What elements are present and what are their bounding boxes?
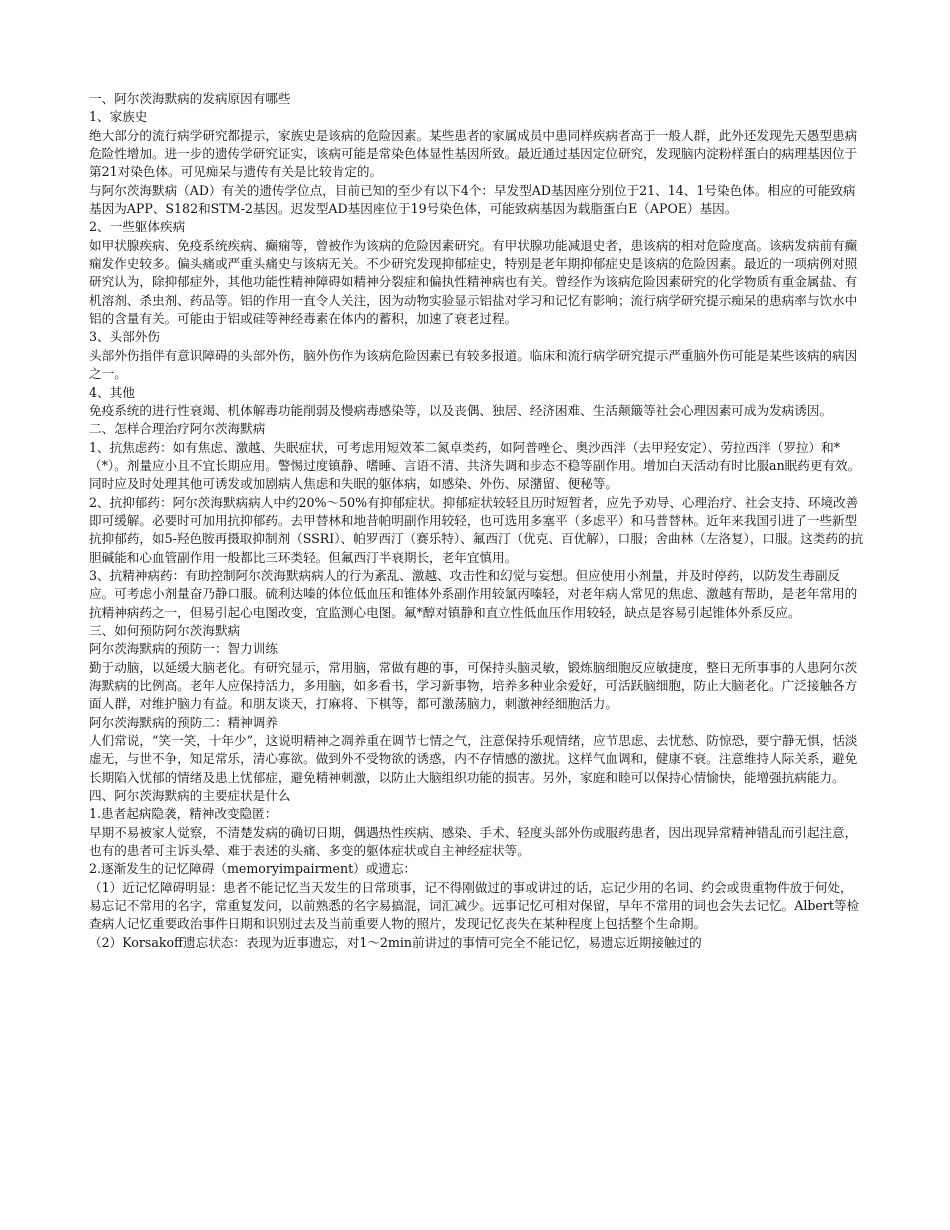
subheading-prevention-one: 阿尔茨海默病的预防一：智力训练: [89, 641, 278, 657]
paragraph: 人们常说，“笑一笑，十年少”，这说明精神之凋养重在调节七情之气，注意保持乐观情绪，应节思虑、去忧愁、防惊恐，要宁静无惧，恬淡虚无，与世不争，知足常乐，清心寡欲。做到外不受物欲的诱惑，内不存情感的激扰。这样气血调和，健康不衰。注意维持人际关系，避免长期陷入忧郁的情绪及患上忧郁症，避免精神刺激，以防止大脑组织功能的损害。另外，家庭和睦可以保持心情愉快，能增强抗病能力。: [89, 733, 858, 785]
heading-treatment: 二、怎样合理治疗阿尔茨海默病: [89, 421, 266, 437]
paragraph: （2）Korsakoff遗忘状态：表现为近事遗忘，对1～2min前讲过的事情可完全不能记忆，易遗忘近期接触过的: [89, 934, 702, 950]
paragraph: 与阿尔茨海默病（AD）有关的遗传学位点，目前已知的至少有以下4个：早发型AD基因座分别位于21、14、1号染色体。相应的可能致病基因为APP、S182和STM-2基因。迟发型AD基因座位于19号染色体，可能致病基因为载脂蛋白E（APOE）基因。: [89, 182, 856, 217]
paragraph-anxiolytics: 1、抗焦虑药：如有焦虑、激越、失眠症状，可考虑用短效苯二氮卓类药，如阿普唑仑、奥沙西泮（去甲羟安定）、劳拉西泮（罗拉）和*（*）。剂量应小且不宜长期应用。警惕过度镇静、嗜睡、言语不清、共济失调和步态不稳等副作用。增加白天活动有时比服an眠药更有效。同时应及时处理其他可诱发或加剧病人焦虑和失眠的躯体病，如感染、外伤、尿潴留、便秘等。: [89, 439, 861, 492]
heading-causes: 一、阿尔茨海默病的发病原因有哪些: [89, 91, 291, 106]
paragraph-antipsychotics: 3、抗精神病药：有助控制阿尔茨海默病病人的行为紊乱、激越、攻击性和幻觉与妄想。但应使用小剂量，并及时停药，以防发生毒副反应。可考虑小剂量奋乃静口服。硫利达嗪的体位低血压和锥体外系副作用较氯丙嗪轻，对老年病人常见的焦虑、激越有帮助，是老年常用的抗精神病药之一，但易引起心电图改变，宜监测心电图。氟*醇对镇静和直立性低血压作用较轻，缺点是容易引起锥体外系反应。: [89, 567, 858, 620]
paragraph: 绝大部分的流行病学研究都提示，家族史是该病的危险因素。某些患者的家属成员中患同样疾病者高于一般人群，此外还发现先天愚型患病危险性增加。进一步的遗传学研究证实，该病可能是常染色体显性基因所致。最近通过基因定位研究，发现脑内淀粉样蛋白的病理基因位于第21对染色体。可见痴呆与遗传有关是比较肯定的。: [89, 127, 858, 180]
heading-prevention: 三、如何预防阿尔茨海默病: [89, 622, 241, 638]
paragraph: 头部外伤指伴有意识障碍的头部外伤，脑外伤作为该病危险因素已有较多报道。临床和流行病学研究提示严重脑外伤可能是某些该病的病因之一。: [89, 347, 858, 382]
paragraph-antidepressants: 2、抗抑郁药：阿尔茨海默病病人中约20%～50%有抑郁症状。抑郁症状较轻且历时短暂者，应先予劝导、心理治疗、社会支持、环境改善即可缓解。必要时可加用抗抑郁药。去甲替林和地昔帕明副作用较轻，也可选用多塞平（多虑平）和马普替林。近年来我国引进了一些新型抗抑郁药，如5-羟色胺再摄取抑制剂（SSRI）、帕罗西汀（赛乐特）、氟西汀（优克、百优解），口服；舍曲林（左洛复），口服。这类药的抗胆碱能和心血管副作用一般都比三环类轻。但氟西汀半衰期长，老年宜慎用。: [89, 494, 864, 565]
subheading-onset: 1.患者起病隐袭，精神改变隐匿：: [89, 806, 278, 822]
paragraph: 勤于动脑，以延缓大脑老化。有研究显示，常用脑，常做有趣的事，可保持头脑灵敏，锻炼脑细胞反应敏捷度，整日无所事事的人患阿尔茨海默病的比例高。老年人应保持活力，多用脑，如多看书，学习新事物，培养多种业余爱好，可活跃脑细胞，防止大脑老化。广泛接触各方面人群，对维护脑力有益。和朋友谈天，打麻将、下棋等，都可激荡脑力，刺激神经细胞活力。: [89, 659, 858, 712]
document-body: [89, 90, 864, 952]
subheading-family-history: 1、家族史: [89, 109, 148, 125]
paragraph: 免疫系统的进行性衰竭、机体解毒功能削弱及慢病毒感染等，以及丧偶、独居、经济困难、生活颠簸等社会心理因素可成为发病诱因。: [89, 402, 833, 418]
paragraph: 如甲状腺疾病、免疫系统疾病、癫痫等，曾被作为该病的危险因素研究。有甲状腺功能减退史者，患该病的相对危险度高。该病发病前有癫痫发作史较多。偏头痛或严重头痛史与该病无关。不少研究发现抑郁症史，特别是老年期抑郁症史是该病的危险因素。最近的一项病例对照研究认为，除抑郁症外，其他功能性精神障碍如精神分裂症和偏执性精神病也有关。曾经作为该病危险因素研究的化学物质有重金属盐、有机溶剂、杀虫剂、药品等。铝的作用一直令人关注，因为动物实验显示铝盐对学习和记忆有影响；流行病学研究提示痴呆的患病率与饮水中铝的含量有关。可能由于铝或硅等神经毒素在体内的蓄积，加速了衰老过程。: [89, 237, 858, 327]
subheading-memory: 2.逐渐发生的记忆障碍（memoryimpairment）或遗忘：: [89, 861, 417, 877]
paragraph: （1）近记忆障碍明显：患者不能记忆当天发生的日常琐事，记不得刚做过的事或讲过的话，忘记少用的名词、约会或贵重物件放于何处，易忘记不常用的名字，常重复发问，以前熟悉的名字易搞混，词汇减少。远事记忆可相对保留，早年不常用的词也会失去记忆。Albert等检查病人记忆重要政治事件日期和识别过去及当前重要人物的照片，发现记忆丧失在某种程度上包括整个生命期。: [89, 879, 860, 932]
paragraph: 早期不易被家人觉察，不清楚发病的确切日期，偶遇热性疾病、感染、手术、轻度头部外伤或服药患者，因出现异常精神错乱而引起注意，也有的患者可主诉头晕、难于表述的头痛、多变的躯体症状或自主神经症状等。: [89, 824, 858, 859]
subheading-head-trauma: 3、头部外伤: [89, 329, 160, 345]
subheading-prevention-two: 阿尔茨海默病的预防二：精神调养: [89, 714, 278, 730]
subheading-other: 4、其他: [89, 384, 135, 400]
subheading-somatic-diseases: 2、一些躯体疾病: [89, 219, 186, 235]
heading-symptoms: 四、阿尔茨海默病的主要症状是什么: [89, 788, 291, 804]
